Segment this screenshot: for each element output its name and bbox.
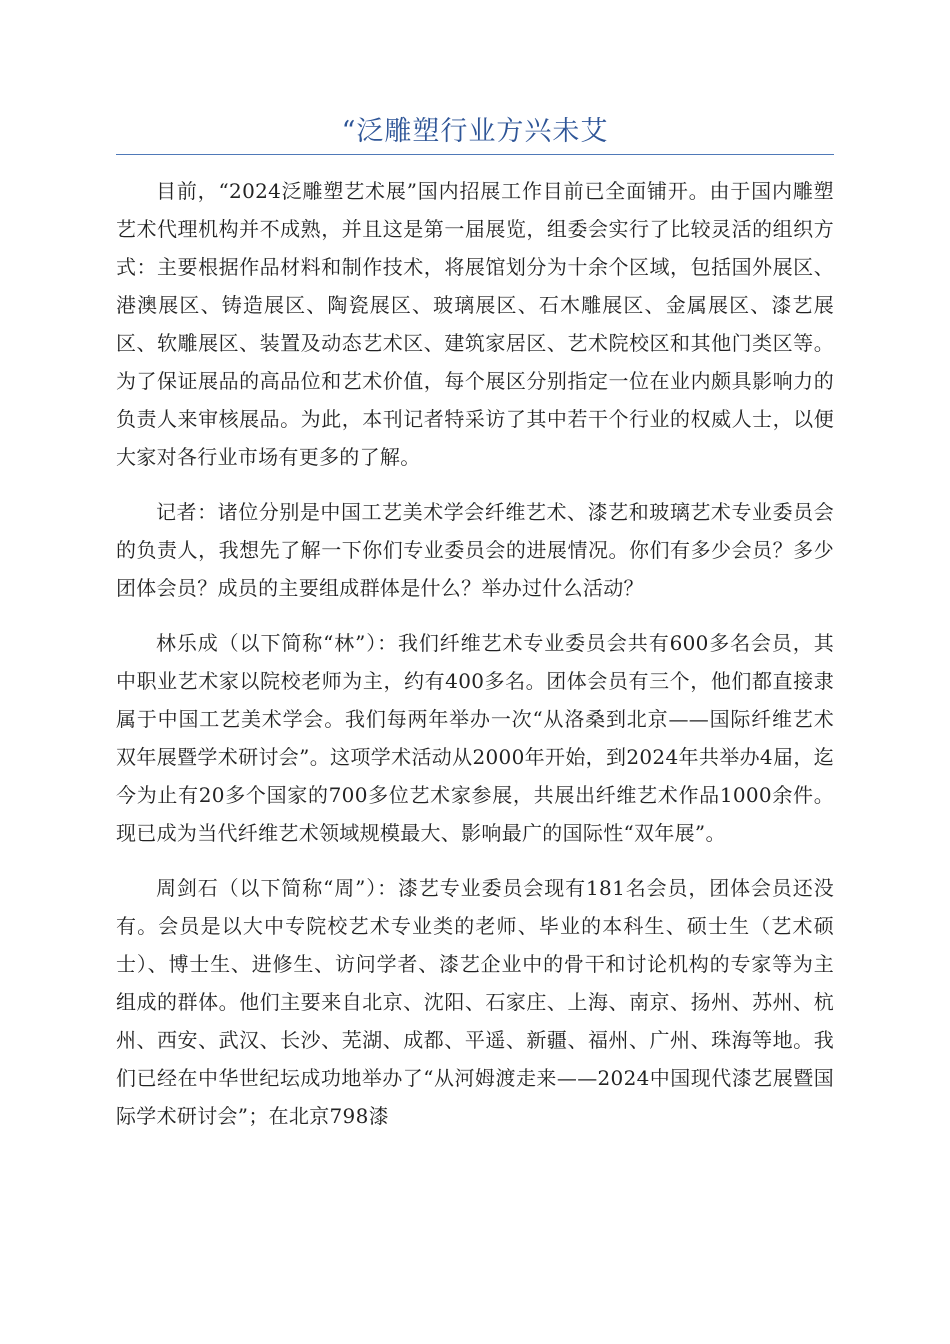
document-body bbox=[116, 172, 834, 1152]
paragraph-intro: 目前，“2024泛雕塑艺术展”国内招展工作目前已全面铺开。由于国内雕塑艺术代理机构并不成熟，并且这是第一届展览，组委会实行了比较灵活的组织方式：主要根据作品材料和制作技术，将展馆划分为十余个区域，包括国外展区、港澳展区、铸造展区、陶瓷展区、玻璃展区、石木雕展区、金属展区、漆艺展区、软雕展区、装置及动态艺术区、建筑家居区、艺术院校区和其他门类区等。为了保证展品的高品位和艺术价值，每个展区分别指定一位在业内颇具影响力的负责人来审核展品。为此，本刊记者特采访了其中若干个行业的权威人士，以便大家对各行业市场有更多的了解。 bbox=[116, 179, 834, 469]
paragraph-reporter-question: 记者：诸位分别是中国工艺美术学会纤维艺术、漆艺和玻璃艺术专业委员会的负责人，我想先了解一下你们专业委员会的进展情况。你们有多少会员？多少团体会员？成员的主要组成群体是什么？举办过什么活动？ bbox=[116, 500, 834, 600]
document-title: “泛雕塑行业方兴未艾 bbox=[341, 116, 609, 147]
paragraph-lin-answer: 林乐成（以下简称“林”）：我们纤维艺术专业委员会共有600多名会员，其中职业艺术家以院校老师为主，约有400多名。团体会员有三个，他们都直接隶属于中国工艺美术学会。我们每两年举办一次“从洛桑到北京——国际纤维艺术双年展暨学术研讨会”。这项学术活动从2000年开始，到2024年共举办4届，迄今为止有20多个国家的700多位艺术家参展，共展出纤维艺术作品1000余件。现已成为当代纤维艺术领域规模最大、影响最广的国际性“双年展”。 bbox=[116, 631, 834, 845]
paragraph-zhou-answer: 周剑石（以下简称“周”）：漆艺专业委员会现有181名会员，团体会员还没有。会员是以大中专院校艺术专业类的老师、毕业的本科生、硕士生（艺术硕士）、博士生、进修生、访问学者、漆艺企业中的骨干和讨论机构的专家等为主组成的群体。他们主要来自北京、沈阳、石家庄、上海、南京、扬州、苏州、杭州、西安、武汉、长沙、芜湖、成都、平遥、新疆、福州、广州、珠海等地。我们已经在中华世纪坛成功地举办了“从河姆渡走来——2024中国现代漆艺展暨国际学术研讨会”；在北京798漆 bbox=[116, 876, 834, 1128]
title-divider bbox=[116, 154, 834, 155]
